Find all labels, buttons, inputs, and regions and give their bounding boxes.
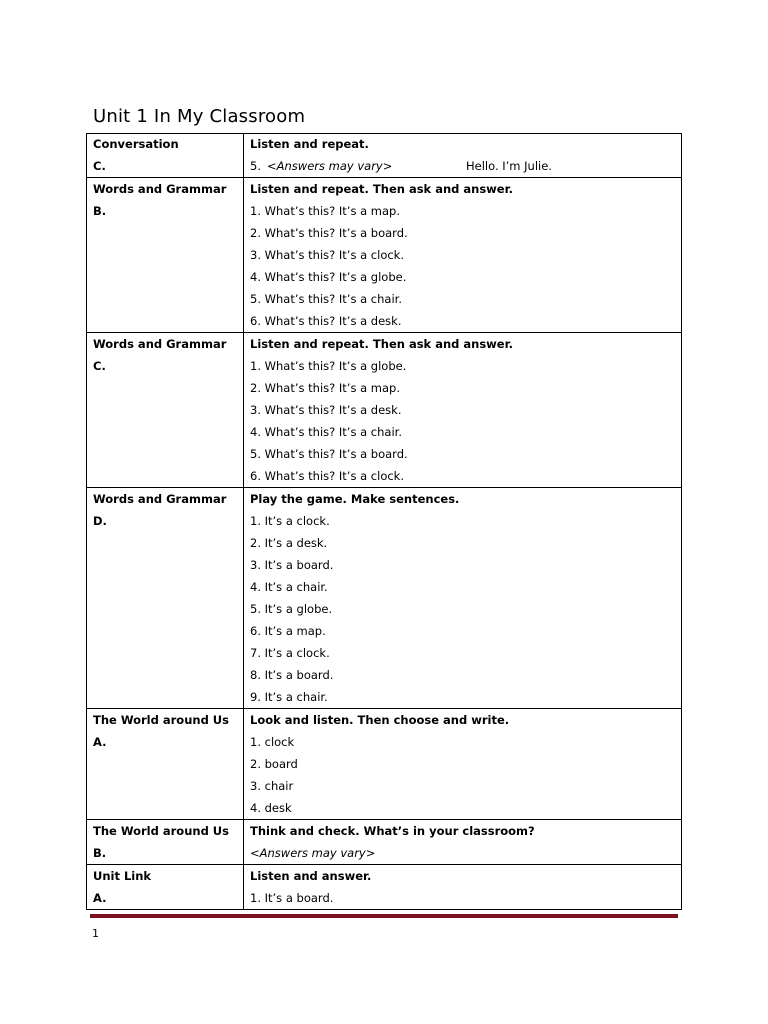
answer-line: 5. What’s this? It’s a board. [250, 447, 408, 461]
answer-line: 2. What’s this? It’s a board. [250, 226, 408, 240]
instruction: Listen and repeat. Then ask and answer. [250, 337, 513, 351]
section-name: Conversation [93, 137, 179, 151]
answer-line: 5. What’s this? It’s a chair. [250, 292, 402, 306]
section-cell [87, 488, 244, 709]
instruction: Think and check. What’s in your classroom? [250, 824, 535, 838]
answer-line: 7. It’s a clock. [250, 646, 330, 660]
table-row [87, 134, 682, 178]
answer-cell [244, 820, 682, 865]
answer-number: 5. [250, 159, 261, 173]
table-row [87, 333, 682, 488]
page-title: Unit 1 In My Classroom [93, 106, 306, 127]
answer-cell [244, 134, 682, 178]
section-name: The World around Us [93, 824, 229, 838]
answer-cell [244, 178, 682, 333]
section-name: Words and Grammar [93, 492, 227, 506]
section-part: B. [93, 204, 107, 218]
section-part: B. [93, 846, 107, 860]
answer-line: 8. It’s a board. [250, 668, 334, 682]
section-part: C. [93, 359, 106, 373]
instruction: Play the game. Make sentences. [250, 492, 460, 506]
page-number: 1 [92, 927, 99, 940]
answers-may-vary: <Answers may vary> [250, 846, 376, 860]
answer-line: 4. desk [250, 801, 292, 815]
instruction: Listen and repeat. Then ask and answer. [250, 182, 513, 196]
section-cell [87, 820, 244, 865]
section-cell [87, 333, 244, 488]
section-name: The World around Us [93, 713, 229, 727]
answer-line [244, 155, 681, 177]
answer-line: 4. What’s this? It’s a chair. [250, 425, 402, 439]
answer-cell [244, 333, 682, 488]
answer-text: Hello. I’m Julie. [466, 159, 552, 173]
answer-line: 1. clock [250, 735, 295, 749]
answer-line: 6. What’s this? It’s a clock. [250, 469, 404, 483]
instruction: Look and listen. Then choose and write. [250, 713, 510, 727]
answer-line: 3. chair [250, 779, 294, 793]
answer-cell [244, 865, 682, 910]
section-name: Words and Grammar [93, 182, 227, 196]
answer-line: 5. It’s a globe. [250, 602, 333, 616]
answer-line: 3. What’s this? It’s a clock. [250, 248, 404, 262]
answer-line: 2. It’s a desk. [250, 536, 328, 550]
instruction: Listen and answer. [250, 869, 372, 883]
table-row [87, 709, 682, 820]
answer-line: 4. What’s this? It’s a globe. [250, 270, 407, 284]
section-cell [87, 178, 244, 333]
section-part: A. [93, 891, 107, 905]
answer-line: 3. What’s this? It’s a desk. [250, 403, 402, 417]
section-part: D. [93, 514, 107, 528]
answer-line: 3. It’s a board. [250, 558, 334, 572]
answer-line: 1. What’s this? It’s a map. [250, 204, 400, 218]
answer-line: 9. It’s a chair. [250, 690, 328, 704]
answer-cell [244, 709, 682, 820]
table-row [87, 488, 682, 709]
answer-line: 6. It’s a map. [250, 624, 326, 638]
footer-rule [90, 914, 678, 918]
answers-may-vary: <Answers may vary> [267, 159, 393, 173]
answer-line: 1. It’s a board. [250, 891, 334, 905]
section-name: Unit Link [93, 869, 152, 883]
section-name: Words and Grammar [93, 337, 227, 351]
section-cell [87, 709, 244, 820]
section-part: C. [93, 159, 106, 173]
section-cell [87, 865, 244, 910]
section-part: A. [93, 735, 107, 749]
answer-key-table [86, 133, 682, 910]
section-cell [87, 134, 244, 178]
answer-line: 6. What’s this? It’s a desk. [250, 314, 402, 328]
answer-line: 1. It’s a clock. [250, 514, 330, 528]
instruction: Listen and repeat. [250, 137, 369, 151]
answer-cell [244, 488, 682, 709]
table-row [87, 178, 682, 333]
answer-line: 1. What’s this? It’s a globe. [250, 359, 407, 373]
answer-line: 2. board [250, 757, 298, 771]
answer-line: 2. What’s this? It’s a map. [250, 381, 400, 395]
table-row [87, 820, 682, 865]
answer-line: 4. It’s a chair. [250, 580, 328, 594]
table-row [87, 865, 682, 910]
